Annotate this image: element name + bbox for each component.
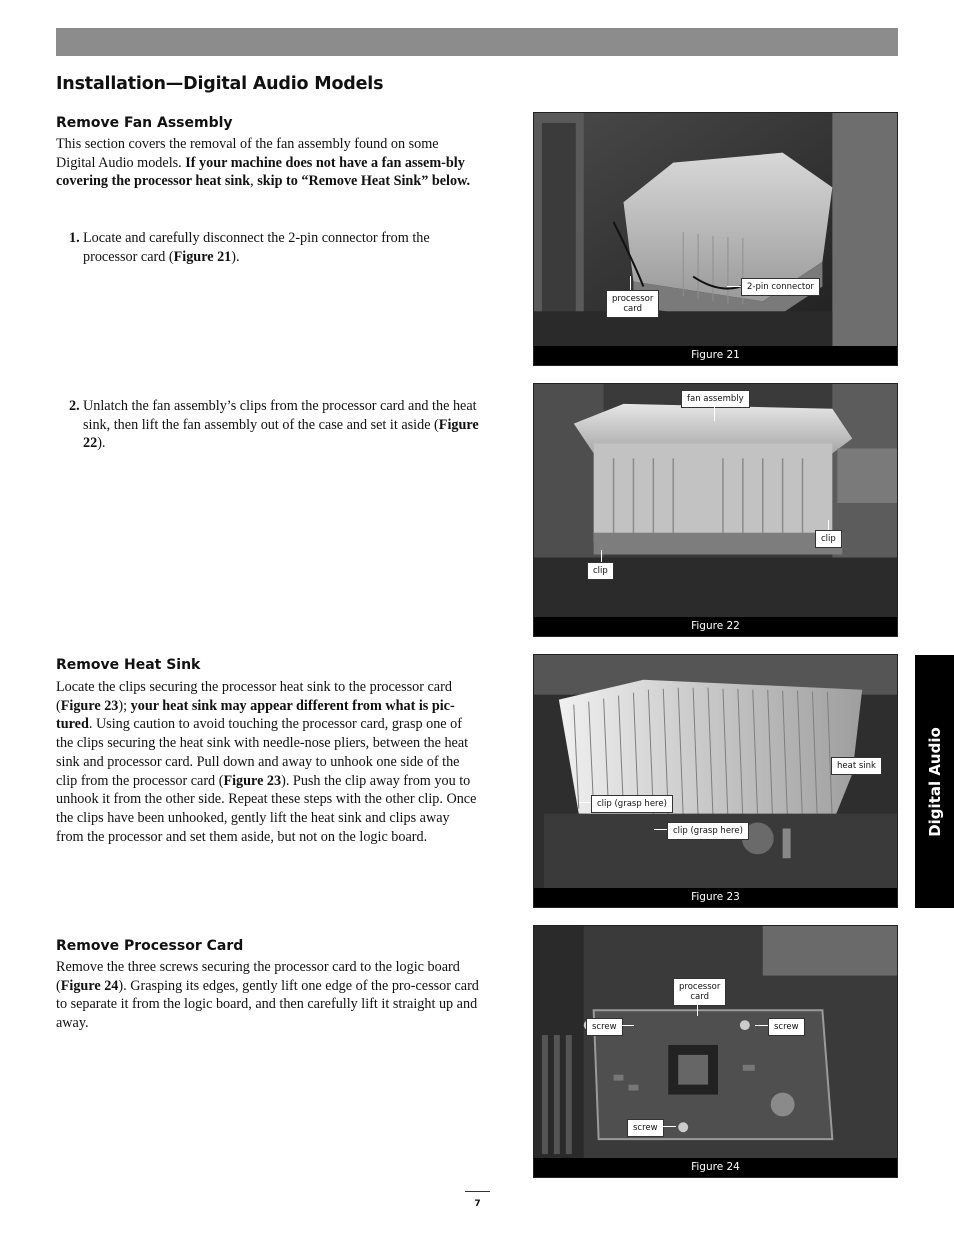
- leader-line: [630, 276, 631, 290]
- label-clip-right: clip: [815, 530, 842, 548]
- label-screw-right: screw: [768, 1018, 805, 1036]
- section-heading-heatsink: Remove Heat Sink: [56, 657, 201, 673]
- figure-22: [533, 383, 898, 637]
- figure-22-caption: Figure 22: [534, 617, 897, 636]
- figure-21: [533, 112, 898, 366]
- section-heading-fan: Remove Fan Assembly: [56, 115, 233, 131]
- figure-21-caption: Figure 21: [534, 346, 897, 365]
- heatsink-paragraph: Locate the clips securing the processor heat sink to the processor card (Figure 23); your heat sink may appear different from what is pic-tured. Using caution to avoid touching the processor card, grasp one of the clips securing the heat sink with needle-nose pliers, between the heat sink and processor card. Pull down and away to unhook one side of the clip from the processor card (Figure 23). Push the clip away from you to unhook it from the other side. Repeat these steps with the other clip. Once the clips have been unhooked, gently lift the heat sink and clips away from the processor and set them aside, but not on the logic board.: [56, 679, 477, 845]
- label-screw-bottom: screw: [627, 1119, 664, 1137]
- page-number-rule: [465, 1191, 490, 1192]
- page-number: 7: [474, 1199, 481, 1209]
- label-processor-card: processor card: [606, 290, 659, 318]
- figure-23: [533, 654, 898, 908]
- section-heading-card: Remove Processor Card: [56, 938, 244, 954]
- leader-line: [601, 550, 602, 562]
- figure-23-caption: Figure 23: [534, 888, 897, 907]
- side-tab: [915, 655, 954, 908]
- label-fan-assembly: fan assembly: [681, 390, 750, 408]
- side-tab-label: Digital Audio: [925, 726, 944, 837]
- header-bar: [56, 28, 898, 56]
- figure-22-photo: [534, 384, 897, 617]
- leader-line: [755, 1025, 768, 1026]
- leader-line: [828, 520, 829, 530]
- leader-line: [727, 286, 741, 287]
- label-clip-left: clip: [587, 562, 614, 580]
- label-2pin-connector: 2-pin connector: [741, 278, 820, 296]
- label-clip-grasp-1: clip (grasp here): [591, 795, 673, 813]
- page-title: Installation—Digital Audio Models: [56, 74, 384, 94]
- figure-24: [533, 925, 898, 1178]
- fan-intro-paragraph: This section covers the removal of the fan assembly found on some Digital Audio models. If your machine does not have a fan assem-bly covering the processor heat sink, skip to “Remove Heat Sink” below.: [56, 136, 471, 190]
- card-paragraph: Remove the three screws securing the processor card to the logic board (Figure 24). Grasping its edges, gently lift one edge of the pro-cessor card to separate it from the logic board, and then carefully lift it straight up and away.: [56, 959, 479, 1032]
- leader-line: [714, 407, 715, 421]
- fan-step-2: 2. Unlatch the fan assembly’s clips from the processor card and the heat sink, then lift the fan assembly out of the case and set it aside (Figure 22).: [69, 398, 479, 452]
- fan-step-1: 1. Locate and carefully disconnect the 2-pin connector from the processor card (Figure 21).: [69, 230, 430, 265]
- figure-21-photo: [534, 113, 897, 346]
- leader-line: [654, 829, 668, 830]
- leader-line: [663, 1126, 676, 1127]
- label-clip-grasp-2: clip (grasp here): [667, 822, 749, 840]
- leader-line: [697, 1004, 698, 1016]
- label-screw-left: screw: [586, 1018, 623, 1036]
- label-processor-card: processor card: [673, 978, 726, 1006]
- leader-line: [622, 1025, 634, 1026]
- label-heat-sink: heat sink: [831, 757, 882, 775]
- figure-24-caption: Figure 24: [534, 1158, 897, 1177]
- figure-24-photo: [534, 926, 897, 1158]
